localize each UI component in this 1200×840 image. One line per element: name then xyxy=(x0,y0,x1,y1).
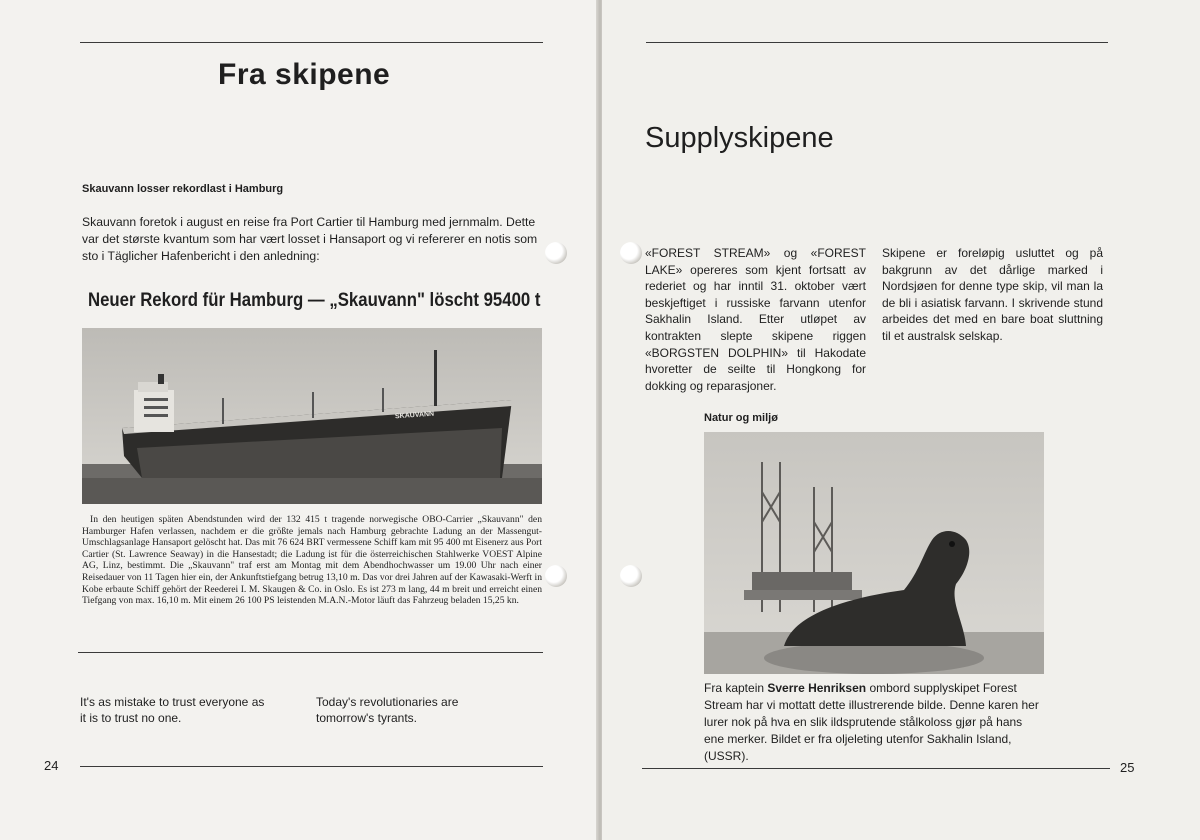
mid-rule xyxy=(78,652,543,653)
article-column-1: «FOREST STREAM» og «FOREST LAKE» opereres som kjent fortsatt av rederiet og har inntil 31. oktober vært beskjeftiget i russiske farvann utenfor Sakhalin Island. Etter utløpet av kontrakten slepte skipene riggen «BORGSTEN DOLPHIN» til Hakodate hvoretter de seilte til Hongkong for dokking og reparasjoner. xyxy=(645,246,866,393)
bottom-rule xyxy=(642,768,1110,769)
article-intro: Skauvann foretok i august en reise fra Port Cartier til Hamburg med jernmalm. Dette var det største kvantum som har vært losset i Hansaport og vi refererer en notis som sto i Täglicher Hafenbericht i den anledning: xyxy=(82,215,538,263)
caption-photographer: Sverre Henriksen xyxy=(767,681,867,695)
quote-right: Today's revolutionaries are tomorrow's tyrants. xyxy=(316,695,459,725)
page-title: Supplyskipene xyxy=(645,122,834,154)
binder-hole xyxy=(620,242,642,264)
ship-name-label: SKAUVANN xyxy=(394,410,435,421)
page-number-left: 24 xyxy=(44,758,59,773)
german-article-text: In den heutigen späten Abendstunden wird der 132 415 t tragende norwegische OBO-Carrier „Skauvann" den Hamburger Hafen verlassen, nachdem er die größte jemals nach Hamburg gebrachte Ladung an der Massengut-Umschlagsanlage Hansaport gelöscht hat. Das mit 76 624 BRT vermessene Schiff kam mit 95 400 mt Eisenerz aus Port Cartier (St. Lawrence Seaway) in die Hansestadt; die Ladung ist für die österreichischen Stahlwerke VOEST Alpine AG, Linz, bestimmt. Die „Skauvann" traf erst am Montag mit dem Abendhochwasser um 19.00 Uhr nach einer Reisedauer von 11 Tagen hier ein, der Ankunftstiefgang betrug 13,10 m. Das vor drei Jahren auf der Kawasaki-Werft in Kobe erbaute Schiff gehört der Reederei I. M. Skaugen & Co. in Oslo. Es ist 273 m lang, 44 m breit und erreicht einen Tiefgang von max. 16,10 m. Mit einem 26 100 PS leistenden M.A.N.-Motor läuft das Fahrzeug beladen 15,25 kn. xyxy=(82,514,542,607)
top-rule xyxy=(646,42,1108,43)
section-subhead: Natur og miljø xyxy=(704,412,778,424)
caption-intro: Fra kaptein xyxy=(704,681,768,695)
ship-photo xyxy=(82,328,542,504)
binder-hole xyxy=(620,565,642,587)
quote-left: It's as mistake to trust everyone as it is to trust no one. xyxy=(80,695,265,725)
page-number-right: 25 xyxy=(1120,760,1135,775)
article-column-2: Skipene er foreløpig usluttet og på bakgrunn av det dårlige marked i Nordsjøen for denne type skip, vil man la de bli i asiatisk farvann. I skrivende stund arbeides det med en bare boat sluttning til et australsk selskap. xyxy=(882,246,1103,343)
photo-caption xyxy=(704,680,1044,765)
article-subhead: Skauvann losser rekordlast i Hamburg xyxy=(82,183,284,195)
binder-hole xyxy=(545,565,567,587)
clipping-headline: Neuer Rekord für Hamburg — „Skauvann" löscht 95400 t xyxy=(88,289,541,311)
seal-rig-photo xyxy=(704,432,1044,674)
page-title: Fra skipene xyxy=(218,58,391,91)
bottom-rule xyxy=(80,766,543,767)
top-rule xyxy=(80,42,543,43)
caption-body: ombord supplyskipet Forest Stream har vi mottatt dette illustrerende bilde. Denne karen her lurer nok på hva en slik ildsprutende stålkoloss gjør på hans ene merker. Bildet er fra oljeleting utenfor Sakhalin Island, (USSR). xyxy=(704,681,1039,763)
binder-hole xyxy=(545,242,567,264)
left-page xyxy=(0,0,598,840)
